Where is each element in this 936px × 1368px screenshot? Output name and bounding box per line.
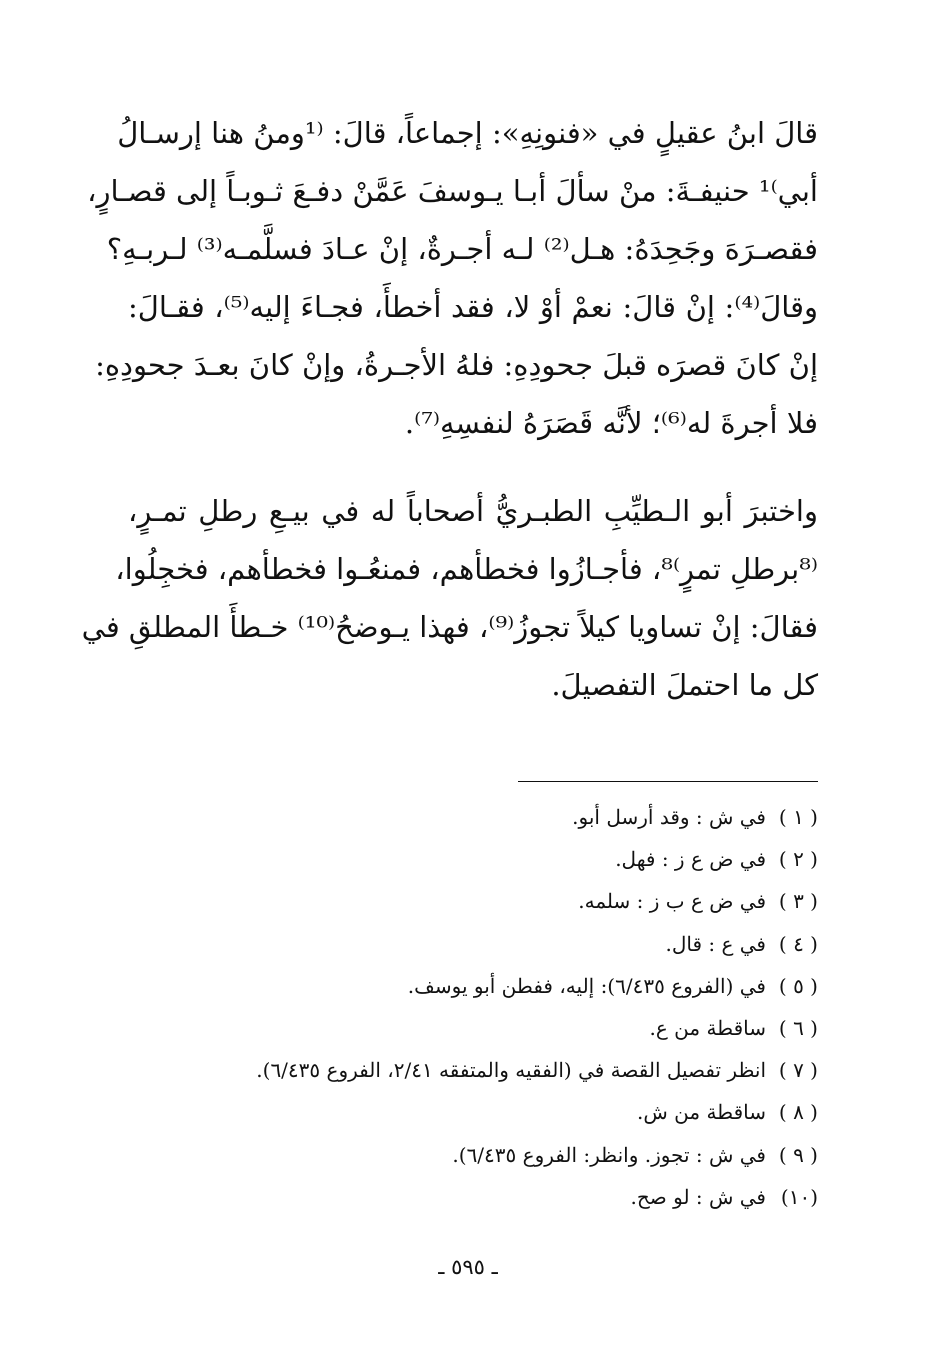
footnote-1 xyxy=(178,796,818,838)
footnote-7 xyxy=(178,1049,818,1091)
text-line: واختبرَ أبو الـطيِّبِ الطبـريُّ أصحاباً له في بيـعِ رطلِ تمـرٍ، xyxy=(128,494,818,528)
footnote-text: في ض ع ب ز : سلمه. xyxy=(578,889,766,914)
text-line: قالَ ابنُ عقيلٍ في «فنونِهِ»: إجماعاً، قالَ: ⁽¹ومنُ هنا إرسـالُ xyxy=(117,116,818,150)
footnote-number: ( ٤ ) xyxy=(778,931,818,956)
footnote-number: ( ٩ ) xyxy=(778,1142,818,1167)
footnote-number: ( ١ ) xyxy=(778,805,818,829)
footnote-4 xyxy=(178,923,818,965)
body-paragraph-2 xyxy=(81,482,818,714)
footnote-text: ساقطة من ش. xyxy=(637,1100,766,1125)
body-paragraph-1 xyxy=(87,104,818,452)
footnote-10 xyxy=(178,1176,818,1218)
text-line: إنْ كانَ قصرَه قبلَ جحودِهِ: فلهُ الأجـرةُ، وإنْ كانَ بعـدَ جحودِهِ: xyxy=(95,348,818,382)
footnote-6 xyxy=(178,1007,818,1049)
text-line: فقالَ: إنْ تساويا كيلاً تجوزُ⁽⁹⁾، فهذا يـوضحُ⁽¹⁰⁾ خـطأَ المطلقِ في xyxy=(81,610,818,644)
text-line: وقالَ⁽⁴⁾: إنْ قالَ: نعمْ أوْ لا، فقد أخطأَ، فجـاءَ إليه⁽⁵⁾، فقـالَ: xyxy=(128,290,818,324)
footnote-text: في ع : قال. xyxy=(665,931,766,956)
footnote-number: ( ٥ ) xyxy=(778,973,818,998)
footnote-text: في ش : لو صح. xyxy=(630,1184,766,1209)
footnote-number: ( ٣ ) xyxy=(778,889,818,914)
text-line: فلا أجرةَ له⁽⁶⁾؛ لأنَّه قَصَرَهُ لنفسِهِ⁽⁷⁾. xyxy=(404,406,818,440)
footnote-number: ( ٨ ) xyxy=(778,1100,818,1125)
footnotes xyxy=(178,796,818,1218)
text-line: فقصـرَهَ وجَحِدَهُ: هـل⁽²⁾ لـه أجـرةٌ، إنْ عـادَ فسلَّمـه⁽³⁾ لـربـهِ؟ xyxy=(106,232,818,266)
footnote-2 xyxy=(178,838,818,880)
footnote-3 xyxy=(178,880,818,922)
footnote-text: في (الفروع ٦/٤٣٥): إليه، ففطن أبو يوسف. xyxy=(407,973,766,998)
page-number: ـ ٥٩٥ ـ xyxy=(438,1255,498,1279)
text-line: أبي⁾¹ حنيفـةَ: منْ سألَ أبـا يـوسفَ عَمَّنْ دفـعَ ثـوبـاً إلى قصـارٍ، xyxy=(87,174,818,208)
footnote-text: في ض ع ز : فهل. xyxy=(615,847,766,872)
footnote-5 xyxy=(178,965,818,1007)
footnote-number: (١٠) xyxy=(780,1184,818,1209)
footnote-text: في ش : وقد أرسل أبو. xyxy=(572,805,766,829)
footnote-9 xyxy=(178,1134,818,1176)
footnote-text: في ش : تجوز. وانظر: الفروع ٦/٤٣٥). xyxy=(452,1142,766,1167)
text-line: ⁽⁸برطلِ تمرٍ⁾⁸، فأجـازُوا فخطأهم، فمنعُـوا فخطأهم، فخجِلُوا، xyxy=(115,552,818,586)
footnote-number: ( ٦ ) xyxy=(778,1016,818,1041)
footnote-separator xyxy=(518,781,818,782)
footnote-number: ( ٢ ) xyxy=(778,847,818,872)
footnote-number: ( ٧ ) xyxy=(778,1058,818,1083)
footnote-text: ساقطة من ع. xyxy=(649,1016,766,1041)
text-line: كل ما احتملَ التفصيلَ. xyxy=(551,668,818,702)
footnote-8 xyxy=(178,1091,818,1133)
footnote-text: انظر تفصيل القصة في (الفقيه والمتفقه ٢/٤١، الفروع ٦/٤٣٥). xyxy=(256,1058,766,1083)
